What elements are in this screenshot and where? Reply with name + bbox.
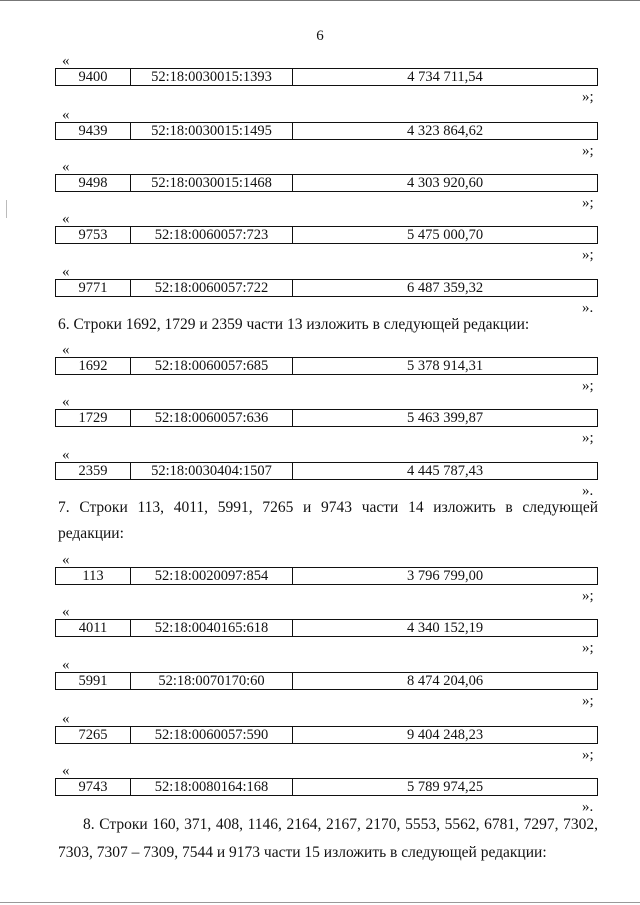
closing-quote: ».: [582, 799, 594, 815]
cadastral-value-cell: 4 323 864,62: [406, 123, 484, 139]
closing-quote: »;: [582, 640, 594, 656]
cadastral-value-cell: 3 796 799,00: [406, 568, 484, 584]
row-number-cell: 9771: [56, 280, 131, 296]
cadastral-number-cell: 52:18:0070170:60: [131, 673, 293, 689]
row-number-cell: 4011: [56, 620, 131, 636]
table-row: [55, 409, 598, 427]
opening-quote: «: [62, 447, 70, 463]
closing-quote: »;: [582, 195, 594, 211]
cadastral-value-cell: 4 340 152,19: [406, 620, 484, 636]
paragraph-8-line-2: 7303, 7307 – 7309, 7544 и 9173 части 15 изложить в следующей редакции:: [58, 844, 547, 861]
cadastral-number-cell: 52:18:0060057:723: [131, 227, 293, 243]
paragraph-8-line-1: 8. Строки 160, 371, 408, 1146, 2164, 2167, 2170, 5553, 5562, 6781, 7297, 7302,: [83, 816, 598, 833]
opening-quote: «: [62, 657, 70, 673]
closing-quote: »;: [582, 247, 594, 263]
closing-quote: »;: [582, 89, 594, 105]
cadastral-number-cell: 52:18:0060057:722: [131, 280, 293, 296]
table-row: [55, 462, 598, 480]
closing-quote: »;: [582, 143, 594, 159]
row-number-cell: 9498: [56, 175, 131, 191]
cadastral-value-cell: 4 445 787,43: [406, 463, 484, 479]
row-number-cell: 7265: [56, 727, 131, 743]
table-row: [55, 619, 598, 637]
opening-quote: «: [62, 53, 70, 69]
row-number-cell: 1729: [56, 410, 131, 426]
cadastral-number-cell: 52:18:0060057:685: [131, 358, 293, 374]
cadastral-number-cell: 52:18:0020097:854: [131, 568, 293, 584]
cadastral-value-cell: 5 378 914,31: [406, 358, 484, 374]
table-row: [55, 122, 598, 140]
table-row: [55, 672, 598, 690]
paragraph-7-line-2: редакции:: [58, 525, 124, 542]
opening-quote: «: [62, 342, 70, 358]
table-row: [55, 226, 598, 244]
closing-quote: »;: [582, 747, 594, 763]
table-row: [55, 357, 598, 375]
paragraph-7-line-1: 7. Строки 113, 4011, 5991, 7265 и 9743 части 14 изложить в следующей: [58, 499, 598, 516]
cadastral-value-cell: 5 463 399,87: [406, 410, 484, 426]
paragraph-6: 6. Строки 1692, 1729 и 2359 части 13 изложить в следующей редакции:: [58, 316, 530, 333]
bottom-rule: [0, 902, 640, 903]
row-number-cell: 9743: [56, 779, 131, 795]
cadastral-number-cell: 52:18:0030404:1507: [131, 463, 293, 479]
row-number-cell: 5991: [56, 673, 131, 689]
cadastral-number-cell: 52:18:0060057:590: [131, 727, 293, 743]
opening-quote: «: [62, 711, 70, 727]
table-row: [55, 279, 598, 297]
opening-quote: «: [62, 394, 70, 410]
table-row: [55, 778, 598, 796]
cadastral-value-cell: 9 404 248,23: [406, 727, 484, 743]
cadastral-number-cell: 52:18:0030015:1468: [131, 175, 293, 191]
row-number-cell: 113: [56, 568, 131, 584]
opening-quote: «: [62, 211, 70, 227]
cadastral-value-cell: 4 734 711,54: [407, 69, 483, 85]
page-number: 6: [316, 28, 324, 44]
cadastral-number-cell: 52:18:0060057:636: [131, 410, 293, 426]
cadastral-value-cell: 8 474 204,06: [406, 673, 484, 689]
cadastral-value-cell: 4 303 920,60: [406, 175, 484, 191]
cadastral-value-cell: 6 487 359,32: [406, 280, 484, 296]
table-row: [55, 726, 598, 744]
closing-quote: »;: [582, 378, 594, 394]
cadastral-number-cell: 52:18:0030015:1393: [131, 69, 293, 85]
table-row: [55, 567, 598, 585]
cadastral-number-cell: 52:18:0030015:1495: [131, 123, 293, 139]
closing-quote: ».: [582, 300, 594, 316]
top-rule: [0, 0, 640, 1]
row-number-cell: 1692: [56, 358, 131, 374]
cadastral-number-cell: 52:18:0080164:168: [131, 779, 293, 795]
row-number-cell: 9753: [56, 227, 131, 243]
opening-quote: «: [62, 552, 70, 568]
row-number-cell: 9439: [56, 123, 131, 139]
opening-quote: «: [62, 604, 70, 620]
cadastral-number-cell: 52:18:0040165:618: [131, 620, 293, 636]
opening-quote: «: [62, 107, 70, 123]
opening-quote: «: [62, 159, 70, 175]
cadastral-value-cell: 5 475 000,70: [406, 227, 484, 243]
row-number-cell: 2359: [56, 463, 131, 479]
table-row: [55, 68, 598, 86]
closing-quote: ».: [582, 483, 594, 499]
closing-quote: »;: [582, 588, 594, 604]
opening-quote: «: [62, 763, 70, 779]
closing-quote: »;: [582, 430, 594, 446]
table-row: [55, 174, 598, 192]
row-number-cell: 9400: [56, 69, 131, 85]
cadastral-value-cell: 5 789 974,25: [406, 779, 484, 795]
margin-mark: [6, 200, 7, 218]
opening-quote: «: [62, 264, 70, 280]
closing-quote: »;: [582, 693, 594, 709]
